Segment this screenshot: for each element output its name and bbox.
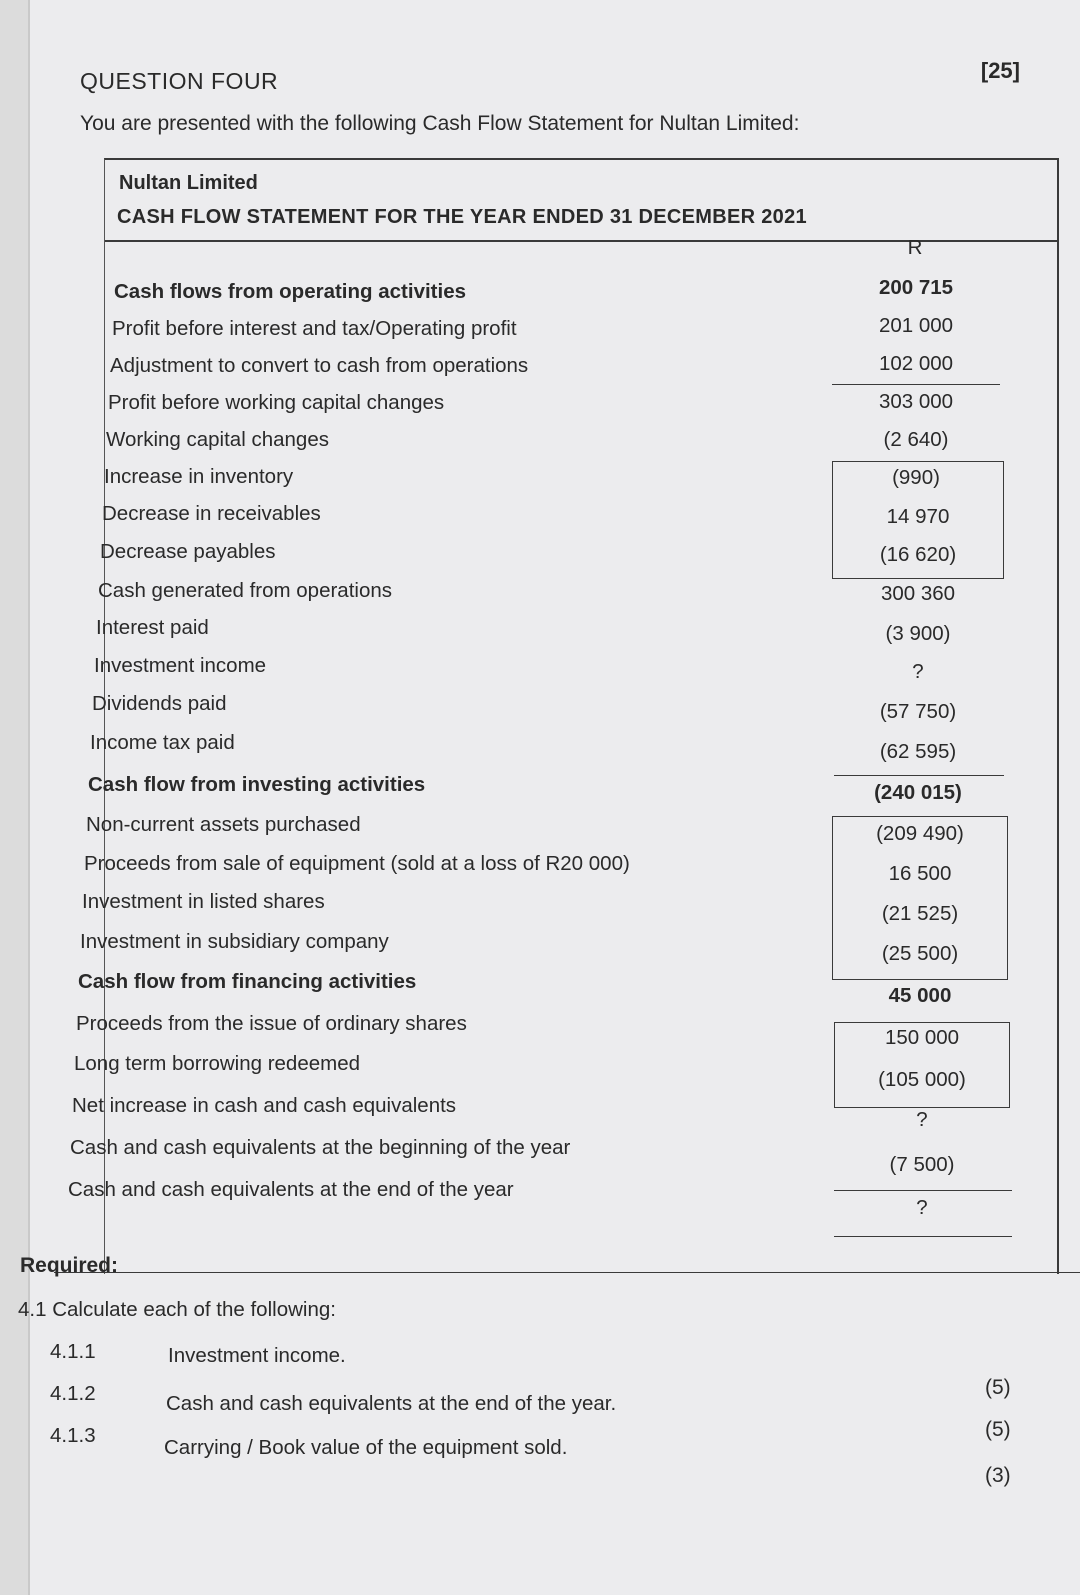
row-amount: (3 900) [885, 622, 951, 645]
row-label: Dividends paid [92, 692, 227, 715]
subtotal-rule [832, 384, 1000, 385]
row-label: Investment income [94, 654, 267, 677]
question-title: QUESTION FOUR [80, 68, 279, 94]
row-amount: (209 490) [876, 822, 964, 845]
statement-title: CASH FLOW STATEMENT FOR THE YEAR ENDED 31 DECEMBER 2021 [117, 206, 807, 228]
row-label: Decrease payables [100, 540, 276, 563]
row-amount: ? [916, 1108, 928, 1131]
row-label: Profit before interest and tax/Operating profit [112, 317, 517, 340]
row-amount: (21 525) [881, 902, 959, 925]
intro-text: You are presented with the following Cash Flow Statement for Nultan Limited: [80, 112, 800, 135]
subtotal-rule [834, 775, 1004, 776]
item-number: 4.1.3 [50, 1424, 96, 1447]
working-capital-box [832, 461, 1004, 579]
row-amount: 200 715 [878, 276, 954, 299]
row-label: Long term borrowing redeemed [74, 1052, 361, 1075]
row-label: Working capital changes [106, 428, 329, 451]
question-header [80, 58, 1020, 94]
row-amount: 14 970 [886, 505, 950, 528]
row-amount: (105 000) [878, 1068, 966, 1091]
row-label: Cash flows from operating activities [114, 280, 466, 303]
item-marks: (3) [985, 1464, 1011, 1487]
row-amount: (240 015) [874, 781, 962, 804]
row-amount: 201 000 [878, 314, 954, 337]
total-marks: [25] [980, 58, 1020, 83]
financing-box [834, 1022, 1010, 1108]
statement-bottom-rule [54, 1272, 1080, 1273]
row-label: Investment in listed shares [82, 890, 325, 913]
row-amount: ? [916, 1196, 928, 1219]
item-text: Carrying / Book value of the equipment sold. [164, 1436, 568, 1459]
row-label: Profit before working capital changes [108, 391, 445, 414]
row-label: Interest paid [96, 616, 209, 639]
row-label: Cash flow from investing activities [88, 773, 426, 796]
row-label: Increase in inventory [104, 465, 294, 488]
row-label: Cash and cash equivalents at the beginning of the year [70, 1136, 571, 1159]
row-amount: (25 500) [881, 942, 959, 965]
row-label: Income tax paid [90, 731, 235, 754]
item-number: 4.1.2 [50, 1382, 96, 1405]
row-label: Cash generated from operations [98, 579, 393, 602]
currency-label: R [907, 236, 923, 259]
item-text: Investment income. [168, 1344, 346, 1367]
item-marks: (5) [985, 1376, 1011, 1399]
row-amount: (990) [892, 466, 940, 489]
statement-header [105, 160, 1057, 242]
row-amount: 16 500 [888, 862, 952, 885]
item-text: Cash and cash equivalents at the end of the year. [166, 1392, 617, 1415]
investing-box [832, 816, 1008, 980]
row-label: Net increase in cash and cash equivalents [72, 1094, 457, 1117]
row-label: Proceeds from sale of equipment (sold at a loss of R20 000) [84, 852, 630, 875]
row-amount: ? [912, 660, 924, 683]
item-number: 4.1.1 [50, 1340, 96, 1363]
row-label: Adjustment to convert to cash from operations [110, 354, 529, 377]
item-marks: (5) [985, 1418, 1011, 1441]
row-label: Investment in subsidiary company [80, 930, 389, 953]
row-amount: 303 000 [878, 390, 954, 413]
row-amount: (16 620) [879, 543, 957, 566]
row-amount: (57 750) [879, 700, 957, 723]
row-label: Decrease in receivables [102, 502, 321, 525]
row-amount: (2 640) [883, 428, 949, 451]
row-label: Non-current assets purchased [86, 813, 361, 836]
row-amount: 300 360 [880, 582, 956, 605]
row-amount: (62 595) [879, 740, 957, 763]
subtotal-rule [834, 1190, 1012, 1191]
company-name: Nultan Limited [119, 172, 258, 194]
required-subheading: 4.1 Calculate each of the following: [18, 1298, 336, 1321]
row-label: Cash flow from financing activities [78, 970, 417, 993]
row-amount: 102 000 [878, 352, 954, 375]
total-rule [834, 1236, 1012, 1237]
row-amount: (7 500) [889, 1153, 955, 1176]
row-amount: 150 000 [884, 1026, 960, 1049]
row-label: Cash and cash equivalents at the end of the year [68, 1178, 514, 1201]
row-label: Proceeds from the issue of ordinary shares [76, 1012, 467, 1035]
row-amount: 45 000 [888, 984, 952, 1007]
required-heading: Required: [20, 1254, 119, 1277]
